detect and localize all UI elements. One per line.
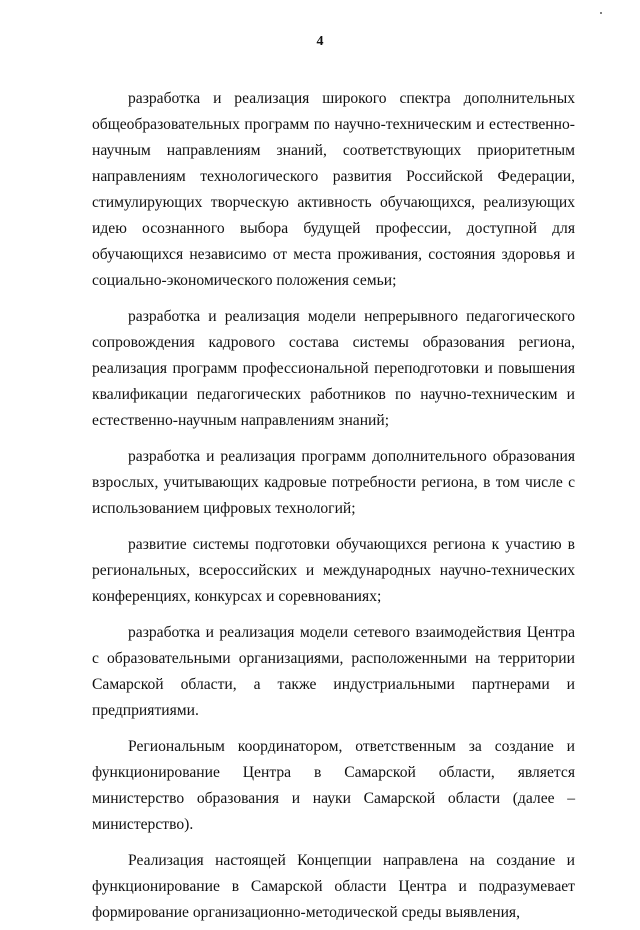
document-body	[92, 86, 575, 930]
paragraph: разработка и реализация модели сетевого взаимодействия Центра с образовательными организациями, расположенными на территории Самарской области, а также индустриальными партнерами и предприятиями.	[92, 624, 575, 719]
paragraph: разработка и реализация программ дополнительного образования взрослых, учитывающих кадровые потребности региона, в том числе с использованием цифровых технологий;	[92, 448, 575, 517]
paragraph: Реализация настоящей Концепции направлена на создание и функционирование в Самарской области Центра и подразумевает формирование организационно-методической среды выявления,	[92, 852, 575, 921]
page-number: 4	[316, 34, 324, 49]
paragraph: разработка и реализация широкого спектра дополнительных общеобразовательных программ по научно-техническим и естественно-научным направлениям знаний, соответствующих приоритетным направлениям технологического развития Российской Федерации, стимулирующих творческую активность обучающихся, реализующих идею осознанного выбора будущей профессии, доступной для обучающихся независимо от места проживания, состояния здоровья и социально-экономического положения семьи;	[92, 90, 575, 289]
paragraph: развитие системы подготовки обучающихся региона к участию в региональных, всероссийских и международных научно-технических конференциях, конкурсах и соревнованиях;	[92, 536, 575, 605]
paragraph: Региональным координатором, ответственным за создание и функционирование Центра в Самарской области, является министерство образования и науки Самарской области (далее – министерство).	[92, 738, 575, 833]
scan-speck	[600, 12, 602, 14]
paragraph: разработка и реализация модели непрерывного педагогического сопровождения кадрового состава системы образования региона, реализация программ профессиональной переподготовки и повышения квалификации педагогических работников по научно-техническим и естественно-научным направлениям знаний;	[92, 308, 575, 429]
